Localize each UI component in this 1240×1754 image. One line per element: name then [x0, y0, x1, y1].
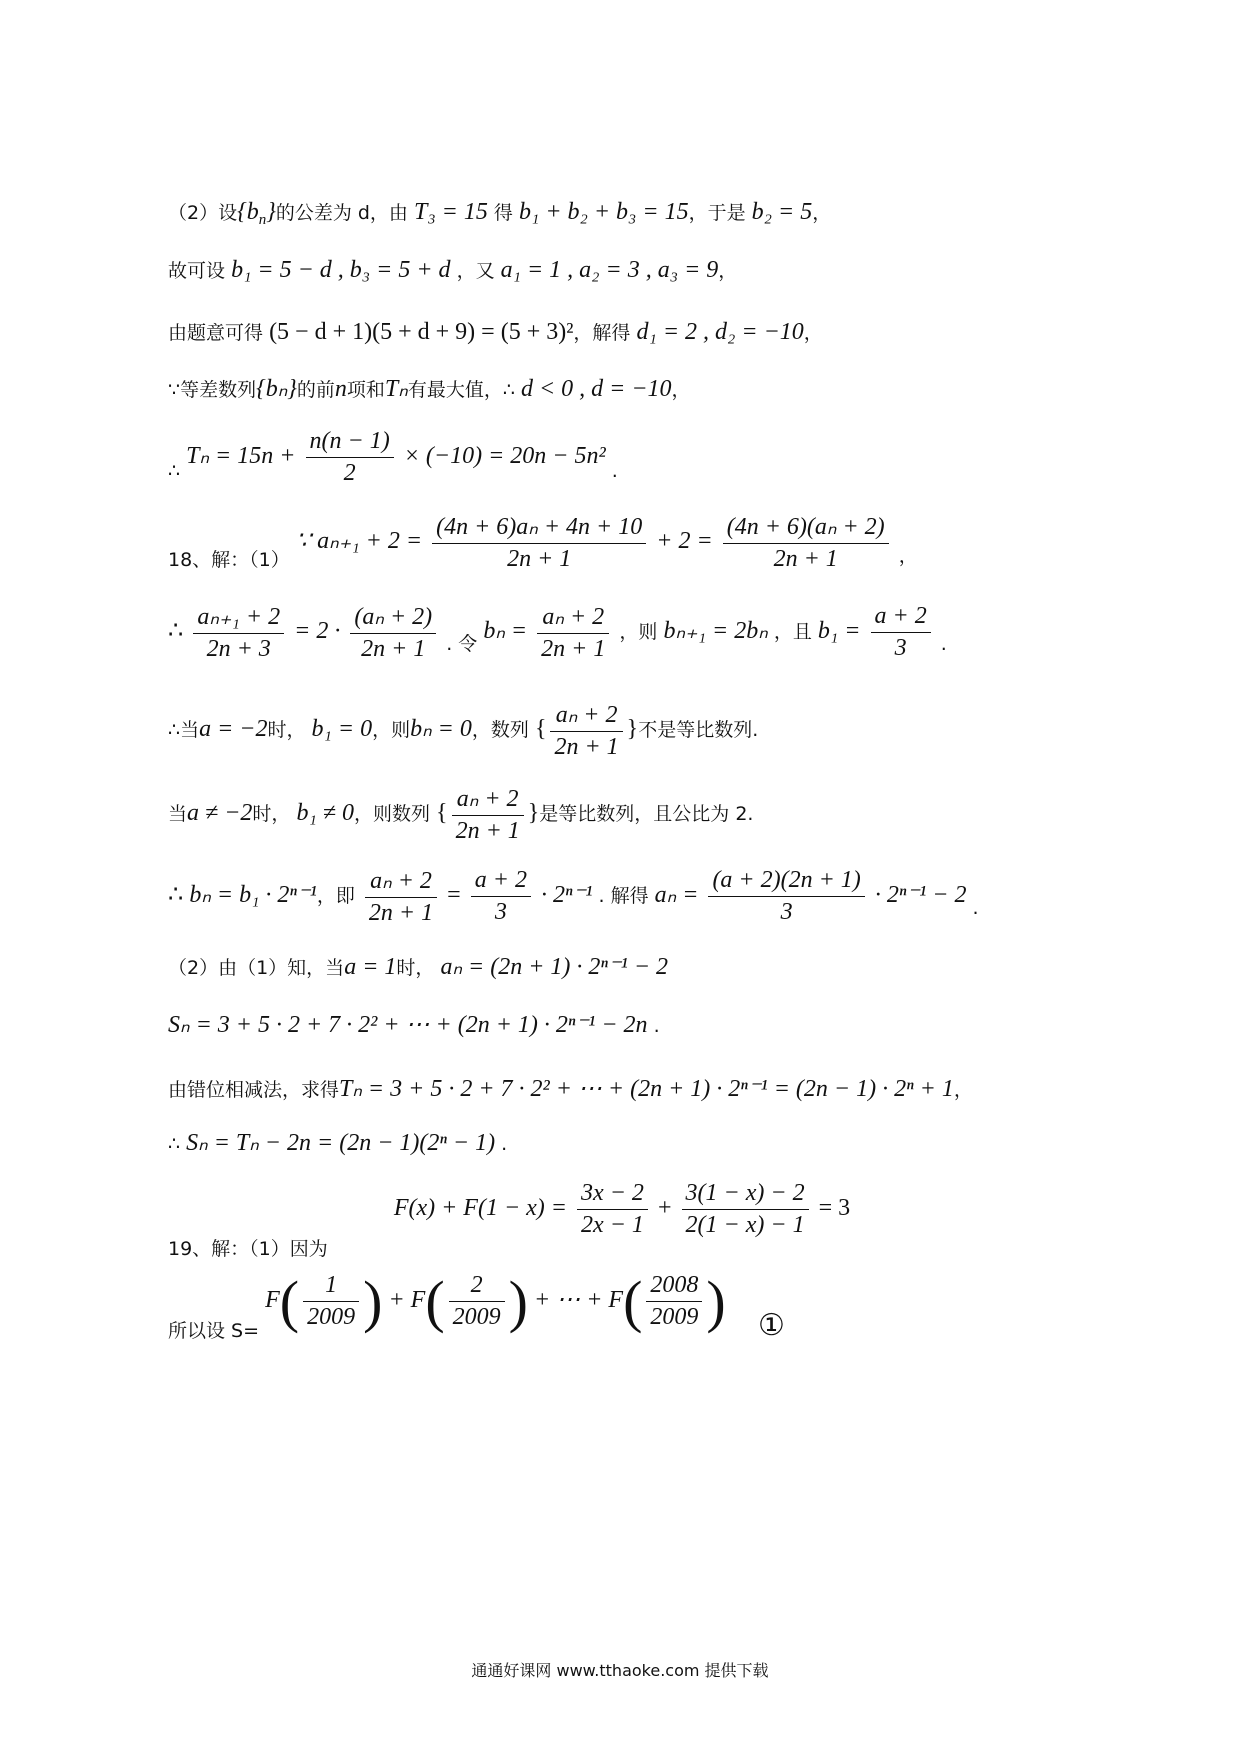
math: × (−10) = 20n − 5n²: [403, 443, 606, 469]
denominator: 2009: [650, 1304, 699, 1330]
line-14: [168, 1128, 507, 1157]
math: b₂ = 5: [751, 199, 813, 225]
math: a ≠ −2: [187, 800, 253, 826]
text: 19、解：（1）因为: [168, 1238, 328, 1260]
fraction: [723, 512, 889, 573]
text: ，于是: [688, 202, 746, 224]
math: ∵ aₙ₊₁ + 2 =: [295, 528, 423, 554]
denominator: 2009: [307, 1304, 356, 1330]
fraction: [432, 512, 646, 573]
math: T₃ = 15: [413, 199, 488, 225]
text: 的前: [296, 379, 335, 401]
math: b₁ + b₂ + b₃ = 15: [518, 199, 689, 225]
line-10: [168, 866, 979, 927]
numerator: 3(1 − x) − 2: [682, 1180, 809, 1210]
math: bₙ =: [483, 618, 528, 644]
numerator: aₙ + 2: [452, 784, 524, 816]
text: 不是等比数列.: [638, 719, 759, 741]
text: ，: [803, 322, 823, 344]
math: b₁ = 0: [311, 716, 373, 742]
line-12: [168, 1010, 660, 1039]
text: ∵等差数列: [168, 379, 257, 401]
text: ，即: [316, 885, 355, 907]
fraction: [871, 603, 931, 662]
math: n: [258, 211, 267, 228]
denominator: 2n + 1: [361, 636, 426, 662]
numerator: aₙ₊₁ + 2: [193, 602, 284, 634]
math: · 2ⁿ⁻¹ − 2: [874, 882, 967, 908]
math: aₙ = (2n + 1) · 2ⁿ⁻¹ − 2: [440, 954, 669, 980]
text: 项和: [346, 379, 385, 401]
math: · 2ⁿ⁻¹: [541, 882, 593, 908]
numerator: a + 2: [471, 867, 531, 897]
fraction: [550, 700, 622, 761]
text: .: [653, 1015, 660, 1037]
equation-marker: ①: [758, 1308, 785, 1343]
math: Sₙ = Tₙ − 2n = (2n − 1)(2ⁿ − 1): [186, 1130, 496, 1156]
math: a₁ = 1 , a₂ = 3 , a₃ = 9: [500, 257, 719, 283]
numerator: (4n + 6)(aₙ + 2): [723, 512, 889, 544]
line-9: [168, 784, 753, 845]
math: + F: [388, 1287, 426, 1313]
math: Tₙ = 15n +: [186, 443, 296, 469]
fraction: [646, 1272, 702, 1331]
numerator: 2008: [646, 1272, 702, 1302]
denominator: 2: [343, 460, 356, 486]
numerator: (4n + 6)aₙ + 4n + 10: [432, 512, 646, 544]
text: . 令: [446, 633, 478, 655]
fraction: [577, 1180, 648, 1239]
line-11: [168, 952, 668, 981]
footer: 通通好课网 www.tthaoke.com 提供下载: [471, 1661, 769, 1680]
numerator: 2: [449, 1272, 505, 1302]
fraction: [365, 866, 437, 927]
text: 时，: [267, 719, 306, 741]
denominator: 2n + 1: [773, 546, 838, 572]
text: 时，: [252, 803, 291, 825]
math: bₙ = b₁ · 2ⁿ⁻¹: [189, 882, 317, 908]
fraction: [303, 1272, 359, 1331]
line-4: [168, 374, 691, 403]
math: bₙ₊₁ = 2bₙ: [663, 618, 768, 644]
numerator: aₙ + 2: [537, 602, 609, 634]
text: ，解得: [573, 322, 631, 344]
text: 故可设: [168, 260, 226, 282]
math: ∴: [168, 618, 184, 644]
math: aₙ =: [654, 882, 699, 908]
math: {b: [237, 199, 259, 225]
text: ，: [718, 260, 738, 282]
paren: (: [279, 1269, 300, 1334]
math: + 2 =: [656, 528, 713, 554]
paren: ): [706, 1269, 726, 1334]
text: 所以设 S=: [168, 1320, 260, 1342]
text: .: [611, 460, 618, 482]
fraction: [708, 867, 864, 926]
denominator: 2009: [452, 1304, 501, 1330]
math: (5 − d + 1)(5 + d + 9) = (5 + 3)²: [269, 319, 574, 345]
line-5: [168, 428, 618, 487]
math: d₁ = 2 , d₂ = −10: [636, 319, 804, 345]
text: ，则数列: [353, 803, 430, 825]
numerator: 1: [303, 1272, 359, 1302]
math: b₁ ≠ 0: [296, 800, 354, 826]
line-13: [168, 1074, 973, 1103]
text: 当: [168, 803, 188, 825]
text: 是等比数列，且公比为 2.: [539, 803, 754, 825]
denominator: 3: [894, 635, 907, 661]
math: Sₙ = 3 + 5 · 2 + 7 · 2² + ⋯ + (2n + 1) · 2ⁿ⁻¹ − 2n: [168, 1012, 648, 1038]
math: ∴: [168, 882, 184, 908]
math: Tₙ = 3 + 5 · 2 + 7 · 2² + ⋯ + (2n + 1) · 2ⁿ⁻¹ = (2n − 1) · 2ⁿ + 1: [339, 1076, 954, 1102]
line-3: [168, 318, 823, 346]
text: ，: [953, 1079, 973, 1101]
paren: (: [425, 1269, 445, 1334]
text: ∴: [168, 1133, 181, 1155]
denominator: 2n + 3: [206, 636, 271, 662]
denominator: 2x − 1: [581, 1212, 644, 1238]
text: 的公差为 d，由: [275, 202, 408, 224]
math: }: [626, 716, 639, 742]
math: Tₙ: [384, 376, 408, 402]
fraction: [306, 428, 394, 487]
text: 由题意可得: [168, 322, 264, 344]
text: ，: [671, 379, 691, 401]
math: =: [447, 882, 461, 908]
numerator: a + 2: [871, 603, 931, 633]
denominator: 2(1 − x) − 1: [685, 1212, 805, 1238]
paren: (: [623, 1269, 643, 1334]
fraction: [449, 1272, 505, 1331]
numerator: 3x − 2: [577, 1180, 648, 1210]
text: ，则: [619, 621, 658, 643]
denominator: 2n + 1: [368, 900, 434, 926]
denominator: 2n + 1: [541, 636, 606, 662]
math: F: [265, 1287, 280, 1313]
numerator: aₙ + 2: [550, 700, 622, 732]
denominator: 3: [780, 899, 793, 925]
text: 有最大值，∴: [407, 379, 515, 401]
fraction: [471, 867, 531, 926]
numerator: (a + 2)(2n + 1): [708, 867, 864, 897]
text: ，则: [372, 719, 411, 741]
math: bₙ = 0: [410, 716, 472, 742]
text: . 解得: [598, 885, 649, 907]
fraction: [193, 602, 284, 663]
text: ，数列: [471, 719, 529, 741]
math: {: [534, 716, 547, 742]
line-16: [168, 1268, 726, 1343]
denominator: 3: [494, 899, 507, 925]
text: （2）设: [168, 202, 238, 224]
numerator: n(n − 1): [306, 428, 394, 458]
text: ，: [812, 202, 832, 224]
math: + ⋯ + F: [534, 1287, 624, 1313]
math: a = 1: [344, 954, 397, 980]
math: d < 0 , d = −10: [520, 376, 672, 402]
text: ∴: [168, 460, 181, 482]
math: }: [266, 199, 276, 225]
text: ，: [898, 545, 918, 567]
denominator: 2n + 1: [507, 546, 572, 572]
paren: ): [363, 1269, 383, 1334]
line-6: [168, 512, 918, 573]
text: ，又: [456, 260, 495, 282]
math: = 2 ·: [294, 618, 341, 644]
line-15: [168, 1180, 850, 1261]
text: 18、解：（1）: [168, 549, 290, 571]
math: a = −2: [199, 716, 268, 742]
math: {: [436, 800, 448, 826]
fraction: [537, 602, 609, 663]
line-1: [168, 198, 831, 229]
text: .: [972, 897, 979, 919]
math: F(x) + F(1 − x) =: [393, 1195, 567, 1221]
math: n: [334, 376, 347, 402]
fraction: [682, 1180, 809, 1239]
numerator: aₙ + 2: [365, 866, 437, 898]
text: 得: [493, 202, 513, 224]
math: }: [527, 800, 540, 826]
text: .: [501, 1133, 508, 1155]
math: +: [657, 1195, 672, 1221]
text: ，且: [773, 621, 812, 643]
text: .: [940, 633, 947, 655]
paren: ): [508, 1269, 528, 1334]
text: （2）由（1）知，当: [168, 957, 345, 979]
math: {bₙ}: [256, 376, 297, 402]
text: 由错位相减法，求得: [168, 1079, 340, 1101]
denominator: 2n + 1: [455, 818, 520, 844]
line-8: [168, 700, 758, 761]
line-2: [168, 256, 737, 284]
line-7: [168, 602, 947, 663]
text: 时，: [396, 957, 435, 979]
denominator: 2n + 1: [554, 734, 619, 760]
math: = 3: [818, 1195, 851, 1221]
fraction: [452, 784, 524, 845]
numerator: (aₙ + 2): [350, 602, 436, 634]
math: b₁ =: [817, 618, 861, 644]
text: ∴当: [168, 719, 200, 741]
math: b₁ = 5 − d , b₃ = 5 + d: [231, 257, 451, 283]
fraction: [350, 602, 436, 663]
